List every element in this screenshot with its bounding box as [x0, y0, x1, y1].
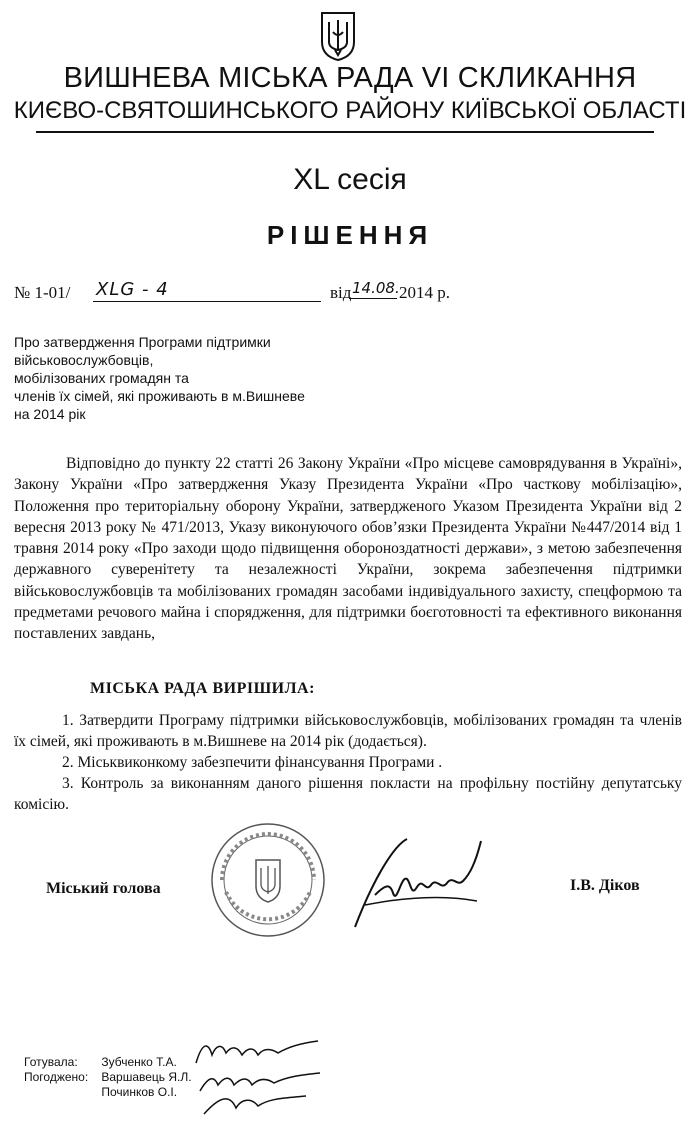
trident-emblem-icon [318, 10, 358, 62]
resolution-item: 2. Міськвиконкому забезпечити фінансування Програми . [62, 754, 443, 771]
subject-line: на 2014 рік [14, 406, 86, 422]
date-handwritten: 14.08. [352, 279, 400, 297]
decision-number-handwritten: XLG - 4 [96, 279, 169, 300]
prepared-name: Варшавець Я.Л. [101, 1070, 192, 1084]
header-divider [36, 131, 654, 133]
prepared-label: Погоджено: [24, 1070, 89, 1084]
prepared-block [24, 1055, 192, 1100]
handwritten-signature-icon [196, 1067, 324, 1095]
preamble-text: Відповідно до пункту 22 статті 26 Закону України «Про місцеве самоврядування в Україні», Закону України «Про затвердження Указу Президента України «Про часткову мобілізацію», Положення про територіальну оборону України, затвердженого Указом Президента України від 2 вересня 2013 року № 471/2013, Указу виконуючого обов’язки Президента України №447/2014 від 1 травня 2014 року «Про заходи щодо підвищення обороноздатності держави», з метою забезпечення державного суверенітету та незалежності України, зокрема забезпечення підтримки військовослужбовців та мобілізованих громадян засобами індивідуального захисту, спецформою та предметами речового майна і спорядження, для підтримки боєготовності та ефективного виконання поставлених завдань, [14, 455, 682, 643]
preamble [14, 453, 682, 645]
date-year: 2014 р. [399, 283, 450, 302]
district-title: КИЄВО-СВЯТОШИНСЬКОГО РАЙОНУ КИЇВСЬКОЇ ОБЛАСТІ [13, 97, 687, 124]
session-label: XL сесія [293, 163, 407, 196]
mayor-title: Міський голова [46, 880, 161, 897]
prepared-row [24, 1070, 192, 1085]
council-title: ВИШНЕВА МІСЬКА РАДА VI СКЛИКАННЯ [63, 62, 637, 94]
decision-number-prefix: № 1-01/ [14, 283, 71, 302]
handwritten-signature-icon [200, 1092, 310, 1118]
mayor-name: І.В. Діков [570, 877, 640, 894]
date-prefix: від [330, 283, 352, 302]
subject-line: Про затвердження Програми підтримки [14, 334, 271, 350]
prepared-name: Починков О.І. [101, 1085, 178, 1099]
prepared-row [24, 1085, 192, 1100]
resolution-item: 1. Затвердити Програму підтримки військовослужбовців, мобілізованих громадян та членів їх сімей, які проживають в м.Вишневе на 2014 рік (додається). [14, 712, 682, 750]
document-type: РІШЕННЯ [266, 220, 434, 250]
prepared-row [24, 1055, 192, 1070]
resolution-items [14, 710, 682, 815]
subject-line: членів їх сімей, які проживають в м.Вишневе [14, 388, 305, 404]
resolution-item: 3. Контроль за виконанням даного рішення покласти на профільну постійну депутатську комісію. [14, 775, 682, 813]
subject-line: військовослужбовців, [14, 352, 154, 368]
official-seal-icon [208, 820, 328, 940]
handwritten-signature-icon [192, 1037, 322, 1067]
subject-line: мобілізованих громадян та [14, 370, 189, 386]
handwritten-signature-icon [345, 835, 485, 935]
prepared-label: Готувала: [24, 1055, 78, 1069]
prepared-name: Зубченко Т.А. [101, 1055, 177, 1069]
date-underline [349, 298, 397, 299]
resolved-heading: МІСЬКА РАДА ВИРІШИЛА: [90, 680, 315, 697]
number-underline [93, 301, 321, 302]
decision-subject [14, 333, 305, 423]
